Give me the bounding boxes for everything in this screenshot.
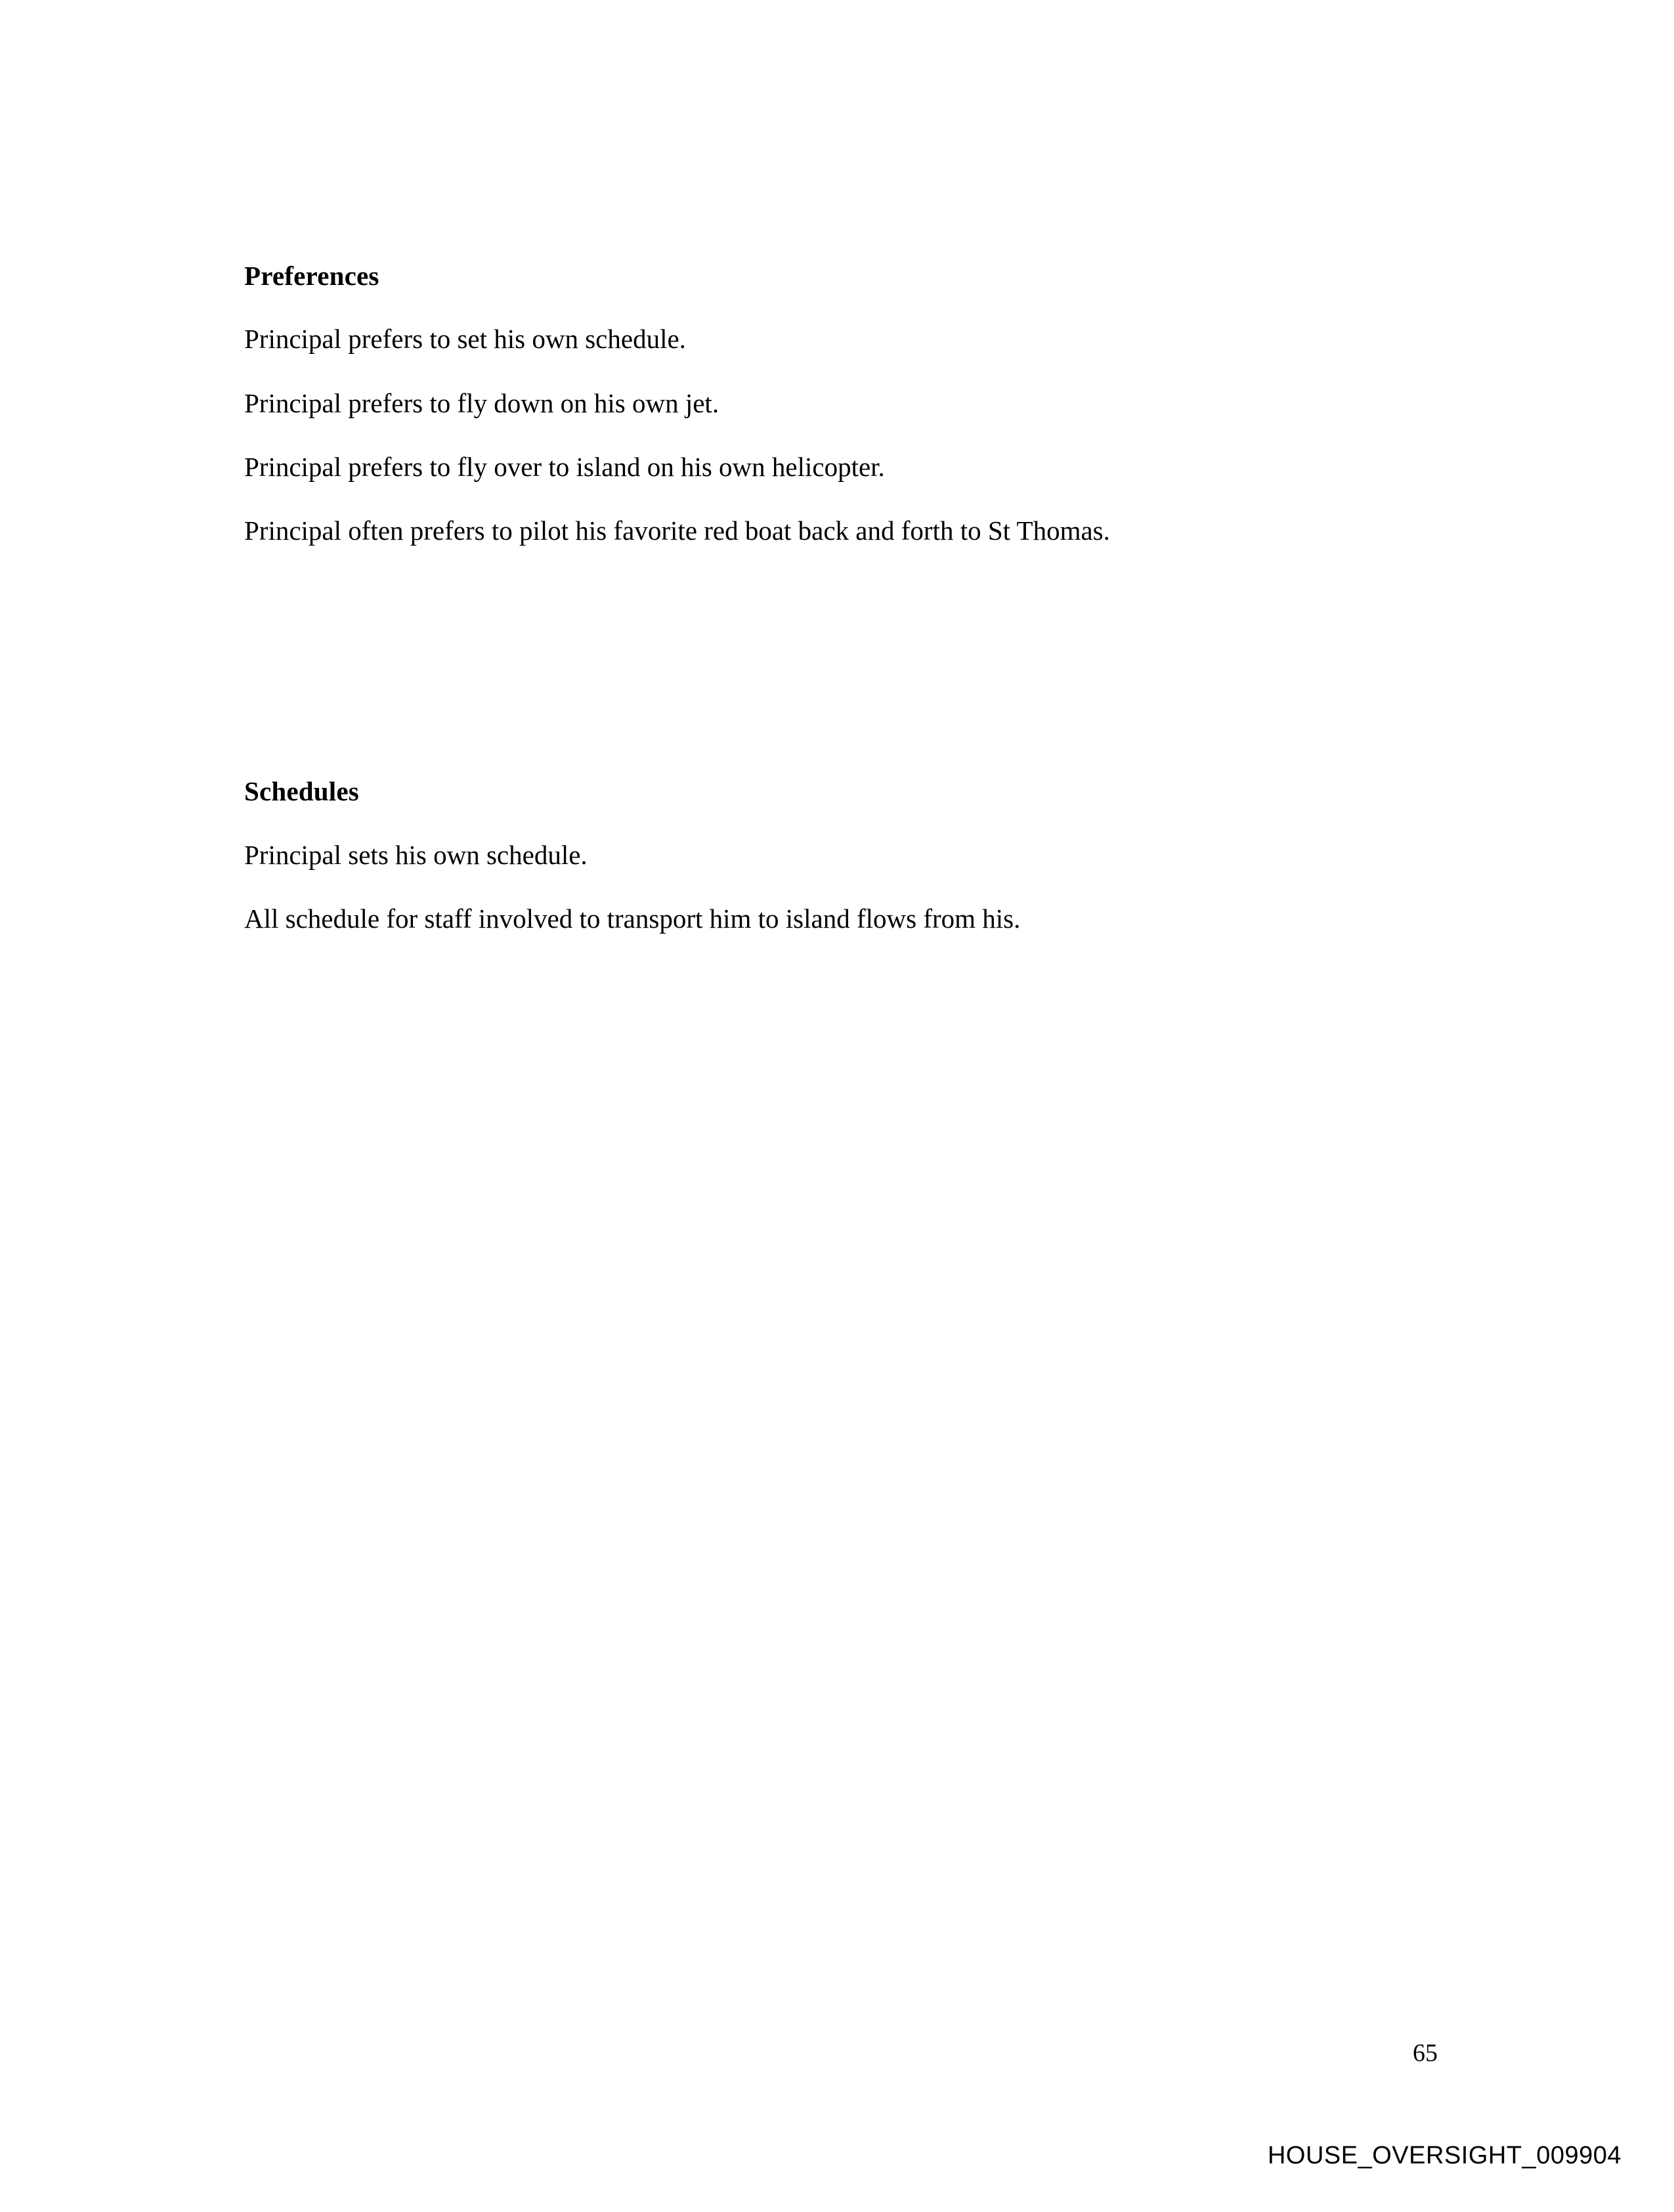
- paragraph: Principal prefers to fly down on his own jet.: [244, 387, 719, 418]
- paragraph: Principal prefers to set his own schedule.: [244, 324, 686, 355]
- section-spacer: [244, 578, 1400, 775]
- section-heading-preferences: Preferences: [244, 261, 379, 291]
- bates-stamp: HOUSE_OVERSIGHT_009904: [1267, 2142, 1621, 2169]
- document-body: [244, 259, 1400, 966]
- section-heading-schedules: Schedules: [244, 776, 359, 807]
- page-number: 65: [1413, 2039, 1438, 2067]
- paragraph: Principal prefers to fly over to island on his own helicopter.: [244, 451, 885, 482]
- paragraph: All schedule for staff involved to transport him to island flows from his.: [244, 903, 1021, 934]
- paragraph: Principal often prefers to pilot his favorite red boat back and forth to St Thomas.: [244, 515, 1110, 546]
- paragraph: Principal sets his own schedule.: [244, 839, 588, 870]
